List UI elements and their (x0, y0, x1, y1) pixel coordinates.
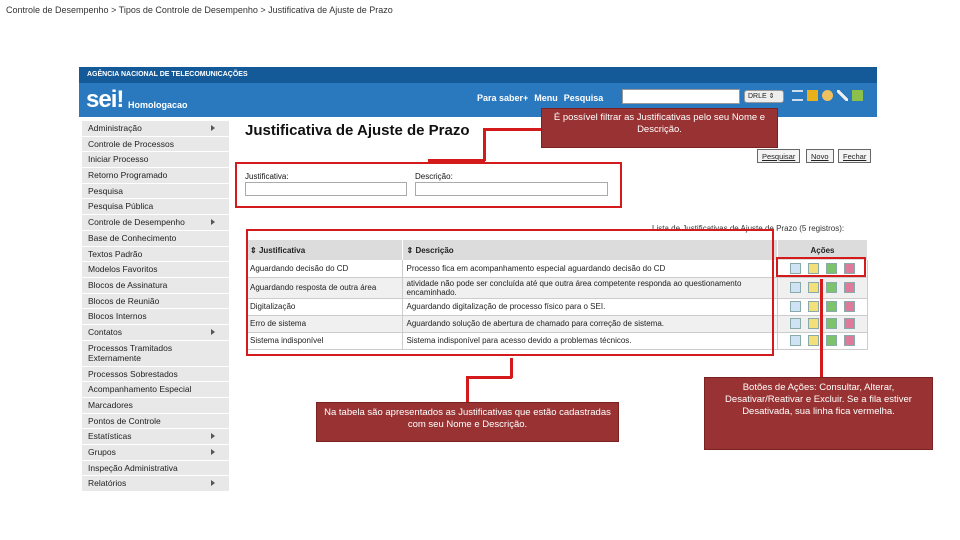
sidebar-item[interactable] (82, 121, 229, 137)
sidebar-item-label: Retorno Programado (88, 170, 168, 181)
page-title: Justificativa de Ajuste de Prazo (245, 122, 470, 139)
edit-icon[interactable] (808, 301, 819, 312)
connector (466, 376, 469, 403)
sidebar-item[interactable] (82, 476, 229, 492)
sidebar-item-label: Modelos Favoritos (88, 264, 158, 275)
edit-icon[interactable] (808, 318, 819, 329)
cell-acoes (778, 298, 868, 315)
notes-icon[interactable] (807, 90, 818, 101)
sidebar-item-label: Blocos Internos (88, 311, 147, 322)
sidebar-item[interactable] (82, 309, 229, 325)
sidebar-item[interactable] (82, 429, 229, 445)
header-icons (792, 90, 863, 101)
chevron-right-icon (211, 433, 215, 439)
sidebar-item-label: Processos Tramitados Externamente (88, 342, 173, 363)
connector (483, 128, 541, 131)
delete-icon[interactable] (844, 301, 855, 312)
sidebar-item[interactable] (82, 278, 229, 294)
sidebar-item-label: Acompanhamento Especial (88, 384, 192, 395)
deactivate-icon[interactable] (826, 318, 837, 329)
close-button[interactable]: Fechar (838, 149, 871, 163)
cell-descricao: Aguardando solução de abertura de chamado para correção de sistema. (402, 315, 778, 332)
chevron-right-icon (211, 449, 215, 455)
table-highlight (246, 229, 774, 356)
new-button[interactable]: Novo (806, 149, 834, 163)
edit-icon[interactable] (808, 282, 819, 293)
column-justificativa[interactable]: ⇕ Justificativa (246, 240, 402, 260)
breadcrumb: Controle de Desempenho > Tipos de Controle de Desempenho > Justificativa de Ajuste de Prazo (6, 5, 393, 15)
link-para-saber[interactable]: Para saber+ (477, 93, 529, 103)
deactivate-icon[interactable] (826, 335, 837, 346)
sidebar-item-label: Controle de Desempenho (88, 217, 185, 228)
sidebar-item-label: Textos Padrão (88, 248, 143, 259)
sidebar-item[interactable] (82, 247, 229, 263)
sidebar-item[interactable] (82, 262, 229, 278)
sidebar-item[interactable] (82, 461, 229, 477)
sidebar-item[interactable] (82, 215, 229, 231)
sidebar-item-label: Base de Conhecimento (88, 232, 177, 243)
view-icon[interactable] (790, 282, 801, 293)
view-icon[interactable] (790, 335, 801, 346)
search-button[interactable]: Pesquisar (757, 149, 800, 163)
sidebar-item-label: Processos Sobrestados (88, 368, 178, 379)
justificativa-label: Justificativa: (245, 172, 289, 181)
sidebar-item-label: Blocos de Assinatura (88, 279, 168, 290)
chevron-right-icon (211, 125, 215, 131)
cell-descricao: Processo fica em acompanhamento especial aguardando decisão do CD (402, 260, 778, 277)
agency-bar: AGÊNCIA NACIONAL DE TELECOMUNICAÇÕES (79, 67, 877, 83)
descricao-label: Descrição: (415, 172, 453, 181)
search-input[interactable] (622, 89, 740, 104)
tools-icon[interactable] (837, 90, 848, 101)
cell-justificativa: Aguardando resposta de outra área (246, 277, 402, 298)
connector (483, 128, 486, 161)
table-caption: Lista de Justificativas de Ajuste de Prazo (5 registros): (652, 224, 845, 233)
column-descricao[interactable]: ⇕ Descrição (402, 240, 778, 260)
sidebar-item-label: Controle de Processos (88, 138, 174, 149)
sidebar-item-label: Marcadores (88, 400, 133, 410)
sidebar-item[interactable] (82, 367, 229, 383)
view-icon[interactable] (790, 301, 801, 312)
sidebar-item[interactable] (82, 325, 229, 341)
sei-logo[interactable]: sei! (86, 86, 124, 113)
chevron-right-icon (211, 480, 215, 486)
sidebar-item-label: Relatórios (88, 478, 127, 489)
sidebar-item[interactable] (82, 231, 229, 247)
sidebar-item-label: Grupos (88, 447, 116, 458)
connector (820, 279, 823, 377)
cell-justificativa: Aguardando decisão do CD (246, 260, 402, 277)
chevron-right-icon (211, 219, 215, 225)
sidebar-item-label: Blocos de Reunião (88, 295, 160, 306)
connector (466, 376, 512, 379)
environment-label: Homologacao (128, 100, 188, 110)
sidebar-item[interactable] (82, 199, 229, 215)
sidebar-item[interactable] (82, 341, 229, 367)
cell-justificativa: Erro de sistema (246, 315, 402, 332)
actions-highlight (776, 257, 866, 277)
sidebar-item[interactable] (82, 445, 229, 461)
top-links (477, 93, 603, 103)
sidebar-item[interactable] (82, 137, 229, 153)
sidebar-menu (82, 121, 229, 492)
callout-actions: Botões de Ações: Consultar, Alterar, Desativar/Reativar e Excluir. Se a fila estiver Desativada, sua linha fica vermelha. (704, 377, 933, 450)
callout-filter: É possível filtrar as Justificativas pelo seu Nome e Descrição. (541, 108, 778, 148)
connector (428, 159, 485, 162)
view-icon[interactable] (790, 318, 801, 329)
sidebar-item-label: Pesquisa Pública (88, 201, 154, 212)
sidebar-item-label: Contatos (88, 326, 123, 337)
callout-table: Na tabela são apresentados as Justificativas que estão cadastradas com seu Nome e Descrição. (316, 402, 619, 442)
sidebar-item[interactable] (82, 382, 229, 398)
exit-icon[interactable] (852, 90, 863, 101)
chevron-right-icon (211, 329, 215, 335)
sidebar-item-label: Pesquisa (88, 185, 123, 196)
delete-icon[interactable] (844, 335, 855, 346)
delete-icon[interactable] (844, 318, 855, 329)
cell-acoes (778, 332, 868, 349)
filter-highlight (235, 162, 622, 208)
sidebar-item[interactable] (82, 294, 229, 310)
column-acoes: Ações (778, 240, 868, 260)
cell-justificativa: Digitalização (246, 298, 402, 315)
sidebar-item-label: Estatísticas (88, 431, 132, 442)
cell-descricao: Aguardando digitalização de processo físico para o SEI. (402, 298, 778, 315)
connector (510, 358, 513, 378)
deactivate-icon[interactable] (826, 301, 837, 312)
sidebar-item[interactable] (82, 184, 229, 200)
cell-justificativa: Sistema indisponível (246, 332, 402, 349)
link-pesquisa[interactable]: Pesquisa (563, 93, 604, 103)
deactivate-icon[interactable] (826, 282, 837, 293)
delete-icon[interactable] (844, 282, 855, 293)
sidebar-item-label: Inspeção Administrativa (88, 462, 178, 473)
cell-acoes (778, 315, 868, 332)
sidebar-item[interactable] (82, 152, 229, 168)
sidebar-item[interactable] (82, 414, 229, 430)
edit-icon[interactable] (808, 335, 819, 346)
link-menu[interactable]: Menu (534, 93, 558, 103)
sidebar-item-label: Pontos de Controle (88, 415, 161, 426)
cell-acoes (778, 277, 868, 298)
sidebar-item-label: Administração (88, 123, 142, 133)
sidebar-item[interactable] (82, 168, 229, 184)
user-icon[interactable] (822, 90, 833, 101)
cell-descricao: atividade não pode ser concluída até que outra área competente responda ao questionamento encaminhado. (402, 277, 778, 298)
cell-descricao: Sistema indisponível para acesso devido a problemas técnicos. (402, 332, 778, 349)
unit-select[interactable]: DRLE ⇕ (744, 90, 784, 103)
sidebar-item[interactable] (82, 398, 229, 414)
sidebar-item-label: Iniciar Processo (88, 154, 149, 165)
list-icon[interactable] (792, 90, 803, 101)
